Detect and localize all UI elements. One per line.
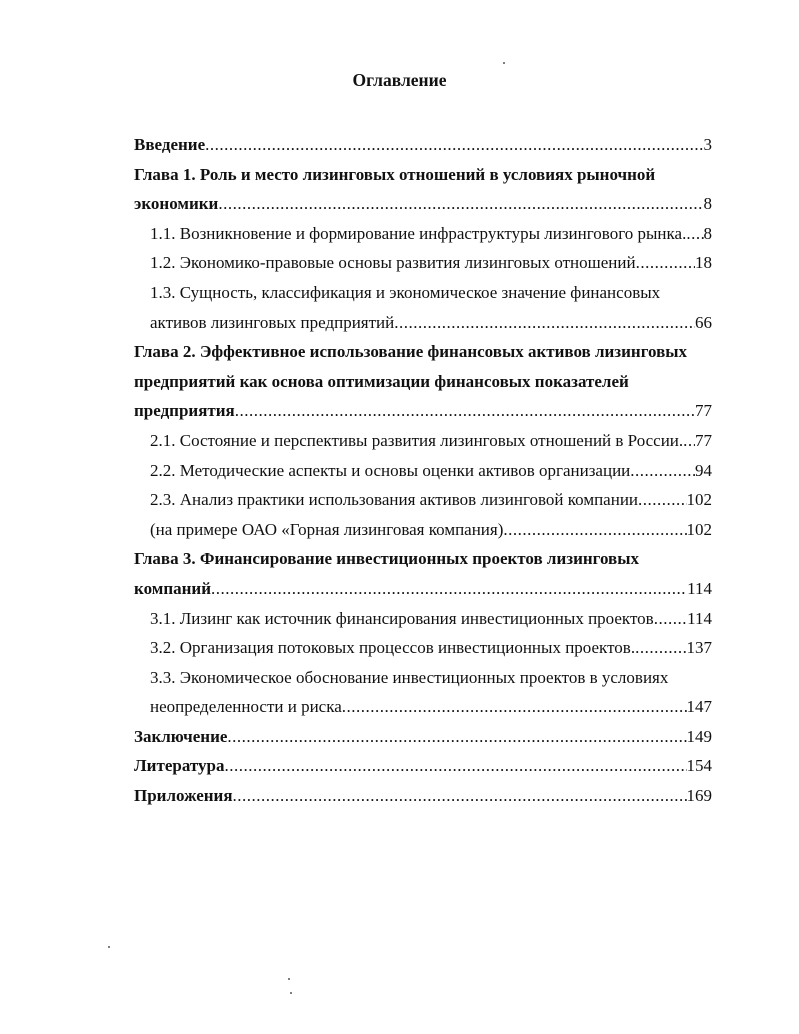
toc-entry-text: предприятий как основа оптимизации финансовых показателей	[134, 371, 629, 391]
toc-entry-text: Глава 2. Эффективное использование финансовых активов лизинговых	[134, 342, 688, 362]
scan-speck	[503, 62, 505, 64]
toc-leader-dots	[211, 574, 687, 604]
toc-entry-2-3-cont	[134, 515, 712, 545]
toc-entry-3-2	[134, 633, 712, 663]
toc-entry-conclusion	[134, 722, 712, 752]
toc-page-number: 114	[687, 608, 712, 628]
toc-entry-1-3-cont	[134, 308, 712, 338]
table-of-contents	[134, 130, 712, 811]
toc-entry-text: компаний	[134, 578, 212, 598]
toc-entry-1-1	[134, 219, 712, 249]
toc-page-number: 169	[686, 786, 712, 806]
toc-entry-introduction	[134, 130, 712, 160]
toc-page-number: 77	[695, 430, 712, 450]
toc-leader-dots	[503, 515, 686, 545]
toc-entry-3-1	[134, 604, 712, 634]
toc-entry-text: (на примере ОАО «Горная лизинговая компания)	[150, 519, 504, 539]
toc-entry-text: 3.2. Организация потоковых процессов инвестиционных проектов.	[150, 638, 636, 658]
toc-entry-chapter-1-cont	[134, 189, 712, 219]
toc-page-number: 102	[686, 519, 712, 539]
toc-entry-text: Заключение	[134, 726, 228, 746]
toc-entry-3-3-cont	[134, 692, 712, 722]
toc-leader-dots	[636, 248, 695, 278]
toc-entry-1-2	[134, 248, 712, 278]
toc-entry-chapter-1	[134, 160, 712, 190]
toc-entry-text: Глава 3. Финансирование инвестиционных проектов лизинговых	[134, 549, 640, 569]
toc-leader-dots	[233, 781, 687, 811]
toc-entry-2-3	[134, 485, 712, 515]
toc-entry-text: 3.1. Лизинг как источник финансирования инвестиционных проектов	[150, 608, 654, 628]
toc-leader-dots	[686, 219, 703, 249]
scan-speck	[288, 978, 290, 980]
toc-entry-3-3	[134, 663, 712, 693]
toc-leader-dots	[635, 633, 686, 663]
toc-entry-text: активов лизинговых предприятий	[150, 312, 395, 332]
toc-page-number: 77	[695, 401, 712, 421]
toc-leader-dots	[394, 308, 695, 338]
toc-leader-dots	[235, 396, 695, 426]
toc-page-number: 66	[695, 312, 712, 332]
scan-speck	[108, 946, 110, 948]
toc-entry-literature	[134, 751, 712, 781]
toc-page-number: 149	[686, 726, 712, 746]
page-title: Оглавление	[352, 70, 447, 90]
toc-leader-dots	[654, 604, 687, 634]
toc-entry-chapter-2-cont	[134, 367, 712, 397]
toc-leader-dots	[630, 456, 695, 486]
toc-entry-text: Глава 1. Роль и место лизинговых отношений в условиях рыночной	[134, 164, 656, 184]
toc-page-number: 8	[703, 194, 712, 214]
toc-entry-text: 1.1. Возникновение и формирование инфраструктуры лизингового рынка.	[150, 223, 687, 243]
toc-leader-dots	[227, 722, 686, 752]
toc-page-number: 18	[695, 253, 712, 273]
toc-page-number: 114	[687, 578, 712, 598]
toc-page-number: 137	[686, 638, 712, 658]
toc-entry-text: неопределенности и риска	[150, 697, 342, 717]
toc-entry-text: Введение	[134, 135, 206, 154]
toc-entry-text: 3.3. Экономическое обоснование инвестиционных проектов в условиях	[150, 667, 669, 687]
toc-entry-2-1	[134, 426, 712, 456]
toc-entry-chapter-3-cont	[134, 574, 712, 604]
toc-entry-text: Приложения	[134, 786, 233, 806]
toc-entry-text: предприятия	[134, 401, 235, 421]
toc-page-number: 102	[686, 490, 712, 510]
toc-entry-text: 1.3. Сущность, классификация и экономическое значение финансовых	[150, 282, 661, 302]
toc-entry-1-3	[134, 278, 712, 308]
toc-page-number: 154	[686, 756, 712, 776]
toc-entry-chapter-2	[134, 337, 712, 367]
toc-page-number: 94	[695, 460, 712, 480]
toc-leader-dots	[224, 751, 686, 781]
scan-speck	[290, 992, 292, 994]
toc-entry-chapter-3	[134, 544, 712, 574]
toc-entry-chapter-2-cont-2	[134, 396, 712, 426]
toc-page-number: 3	[703, 135, 712, 154]
toc-entry-text: экономики	[134, 194, 219, 214]
toc-entry-text: 2.1. Состояние и перспективы развития лизинговых отношений в России.	[150, 430, 684, 450]
toc-entry-2-2	[134, 456, 712, 486]
toc-leader-dots	[342, 692, 687, 722]
toc-entry-text: 2.2. Методические аспекты и основы оценки активов организации	[150, 460, 631, 480]
toc-entry-text: 1.2. Экономико-правовые основы развития лизинговых отношений	[150, 253, 636, 273]
toc-entry-text: Литература	[134, 756, 225, 776]
toc-leader-dots	[638, 485, 686, 515]
toc-entry-text: 2.3. Анализ практики использования активов лизинговой компании	[150, 490, 639, 510]
toc-entry-appendices	[134, 781, 712, 811]
toc-leader-dots	[218, 189, 703, 219]
toc-page-number: 147	[686, 697, 712, 717]
toc-leader-dots	[205, 130, 703, 160]
toc-page-number: 8	[703, 223, 712, 243]
toc-leader-dots	[683, 426, 695, 456]
